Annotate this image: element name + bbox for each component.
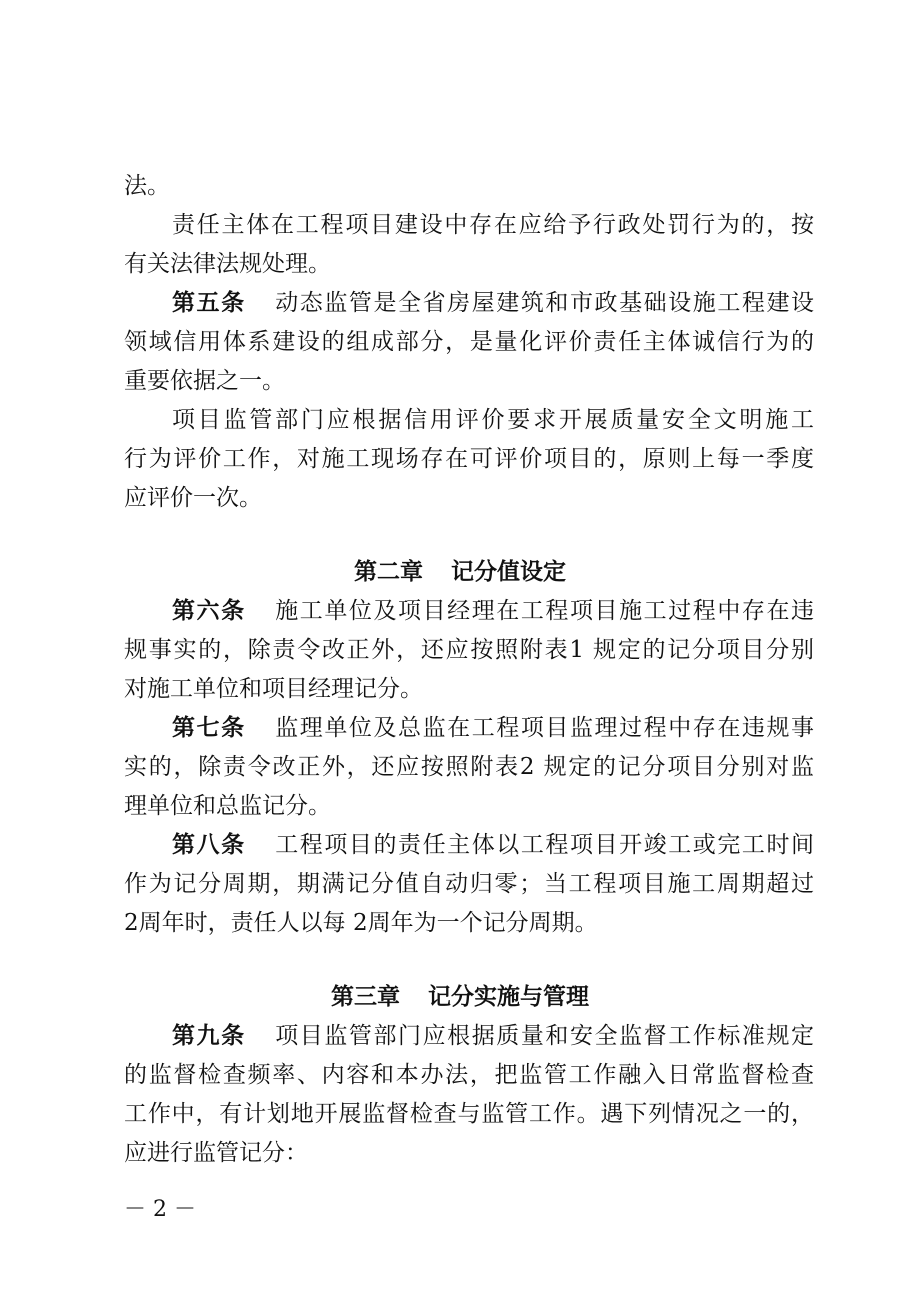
paragraph-line: 重要依据之一。 bbox=[124, 368, 285, 394]
article-7-line bbox=[172, 708, 814, 748]
article-text: 监理单位及总监在工程项目监理过程中存在违规事 bbox=[273, 715, 815, 741]
chapter-number: 第二章 bbox=[354, 559, 423, 585]
paragraph-line: 工作中，有计划地开展监督检查与监管工作。遇下列情况之一的， bbox=[124, 1101, 814, 1127]
chapter-2-heading bbox=[0, 552, 920, 592]
article-text: 项目监管部门应根据质量和安全监督工作标准规定 bbox=[273, 1023, 815, 1049]
article-label: 第八条 bbox=[172, 832, 246, 858]
paragraph-line: 作为记分周期，期满记分值自动归零；当工程项目施工周期超过 bbox=[124, 871, 814, 897]
paragraph-line: 项目监管部门应根据信用评价要求开展质量安全文明施工 bbox=[172, 407, 814, 433]
paragraph-line: 应评价一次。 bbox=[124, 485, 262, 511]
article-text: 工程项目的责任主体以工程项目开竣工或完工时间 bbox=[273, 832, 815, 858]
article-9-line bbox=[172, 1016, 814, 1056]
paragraph-line: 的监督检查频率、内容和本办法，把监管工作融入日常监督检查 bbox=[124, 1062, 814, 1088]
paragraph-line: 领域信用体系建设的组成部分，是量化评价责任主体诚信行为的 bbox=[124, 329, 814, 355]
article-label: 第六条 bbox=[172, 598, 246, 624]
page-number: － 2 － bbox=[124, 1197, 196, 1222]
chapter-3-heading bbox=[0, 977, 920, 1017]
paragraph-line: 法。 bbox=[124, 173, 170, 199]
paragraph-line: 规事实的，除责令改正外，还应按照附表1 规定的记分项目分别 bbox=[124, 637, 814, 663]
paragraph-line: 理单位和总监记分。 bbox=[124, 793, 331, 819]
paragraph-line: 2周年时，责任人以每 2周年为一个记分周期。 bbox=[124, 910, 598, 936]
chapter-number: 第三章 bbox=[331, 984, 400, 1010]
paragraph-line: 对施工单位和项目经理记分。 bbox=[124, 676, 423, 702]
paragraph-line: 有关法律法规处理。 bbox=[124, 251, 331, 277]
article-text: 动态监管是全省房屋建筑和市政基础设施工程建设 bbox=[273, 290, 815, 316]
article-8-line bbox=[172, 825, 814, 865]
article-6-line bbox=[172, 591, 814, 631]
paragraph-line: 应进行监管记分： bbox=[124, 1140, 308, 1166]
article-label: 第七条 bbox=[172, 715, 246, 741]
paragraph-line: 行为评价工作，对施工现场存在可评价项目的，原则上每一季度 bbox=[124, 446, 814, 472]
chapter-title: 记分实施与管理 bbox=[428, 984, 589, 1010]
article-label: 第五条 bbox=[172, 290, 246, 316]
article-text: 施工单位及项目经理在工程项目施工过程中存在违 bbox=[273, 598, 815, 624]
article-label: 第九条 bbox=[172, 1023, 246, 1049]
paragraph-line: 实的，除责令改正外，还应按照附表2 规定的记分项目分别对监 bbox=[124, 754, 814, 780]
paragraph-line: 责任主体在工程项目建设中存在应给予行政处罚行为的，按 bbox=[172, 212, 814, 238]
article-5-line bbox=[172, 283, 814, 323]
chapter-title: 记分值设定 bbox=[451, 559, 566, 585]
